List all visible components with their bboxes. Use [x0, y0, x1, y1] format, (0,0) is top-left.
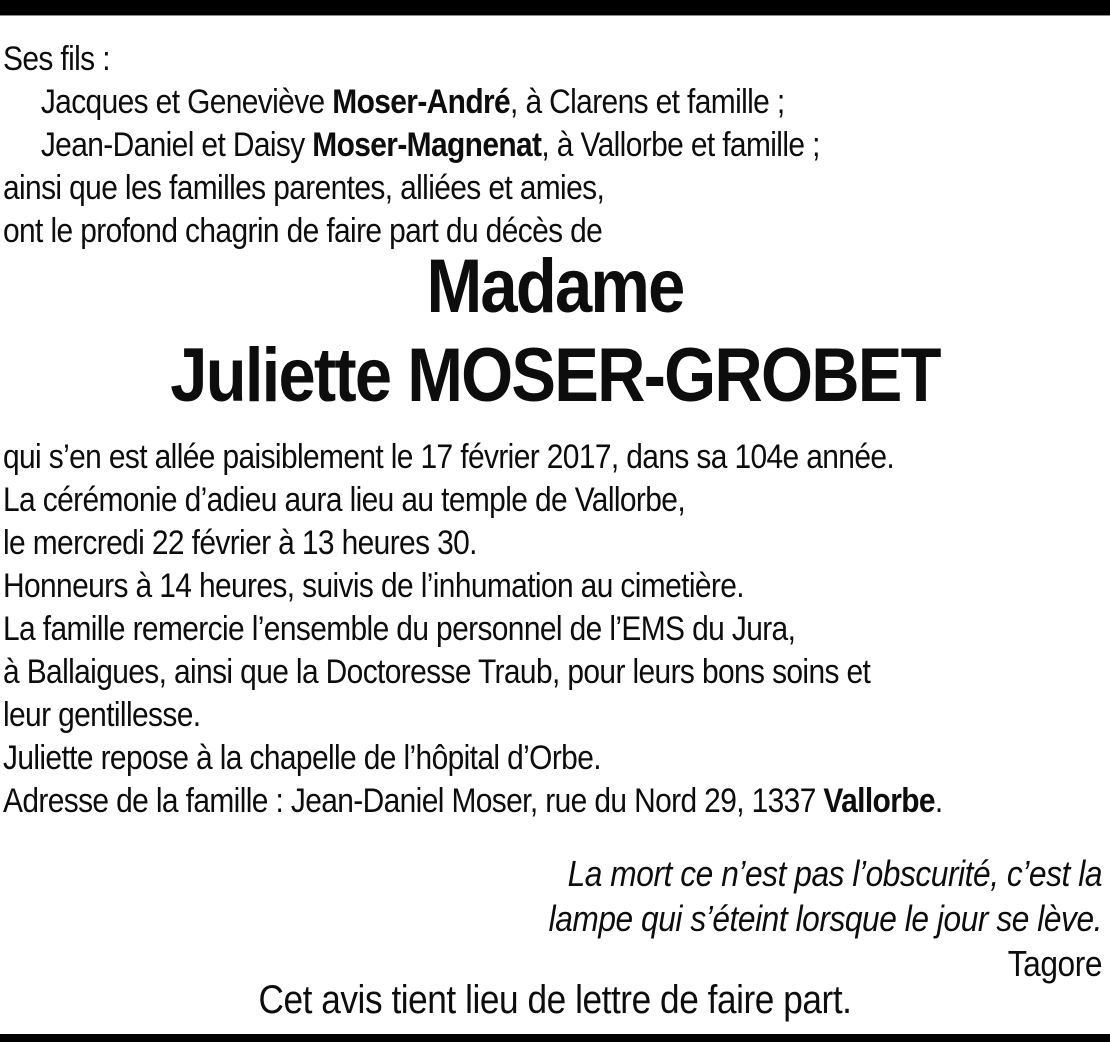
- body-line-2: La cérémonie d’adieu aura lieu au temple de Vallorbe,: [3, 481, 686, 519]
- intro-heading: Ses fils :: [3, 40, 110, 78]
- son-line-1: [3, 81, 1103, 124]
- son-1-name: Moser-André: [332, 83, 511, 121]
- son-line-2: [3, 124, 1103, 167]
- body-line-3: le mercredi 22 février à 13 heures 30.: [3, 524, 477, 562]
- notice-body: [3, 436, 1103, 823]
- address-town: Vallorbe: [823, 782, 935, 820]
- quote-line-2: lampe qui s’éteint lorsque le jour se lève.: [548, 898, 1102, 939]
- body-line-4: Honneurs à 14 heures, suivis de l’inhumation au cimetière.: [3, 567, 744, 605]
- body-line-6: à Ballaigues, ainsi que la Doctoresse Traub, pour leurs bons soins et: [3, 653, 871, 691]
- quote-line-1: La mort ce n’est pas l’obscurité, c’est la: [567, 853, 1102, 894]
- deceased-salutation: Madame: [426, 244, 684, 329]
- son-1-pre: Jacques et Geneviève: [40, 83, 333, 121]
- body-line-1: qui s’en est allée paisiblement le 17 février 2017, dans sa 104e année.: [3, 438, 895, 476]
- son-2-pre: Jean-Daniel et Daisy: [40, 126, 313, 164]
- body-line-7: leur gentillesse.: [3, 696, 201, 734]
- announcement-line: ont le profond chagrin de faire part du décès de: [3, 212, 603, 250]
- address-post: .: [934, 782, 943, 820]
- closing-line: Cet avis tient lieu de lettre de faire part.: [258, 978, 852, 1022]
- son-2-name: Moser-Magnenat: [312, 126, 542, 164]
- deceased-name: Juliette MOSER-GROBET: [170, 333, 940, 418]
- families-line: ainsi que les familles parentes, alliées et amies,: [3, 169, 605, 207]
- top-rule: [0, 0, 1110, 16]
- son-1-post: , à Clarens et famille ;: [510, 83, 785, 121]
- address-line: [3, 780, 1103, 823]
- bottom-rule: [0, 1034, 1110, 1042]
- son-2-post: , à Vallorbe et famille ;: [541, 126, 820, 164]
- deceased-title: [67, 242, 1044, 420]
- body-line-5: La famille remercie l’ensemble du personnel de l’EMS du Jura,: [3, 610, 796, 648]
- body-line-8: Juliette repose à la chapelle de l’hôpital d’Orbe.: [3, 739, 601, 777]
- address-pre: Adresse de la famille : Jean-Daniel Moser, rue du Nord 29, 1337: [3, 782, 824, 820]
- quote-attribution: Tagore: [1007, 943, 1102, 984]
- quote-section: [6, 851, 1102, 986]
- intro-section: [3, 38, 1103, 253]
